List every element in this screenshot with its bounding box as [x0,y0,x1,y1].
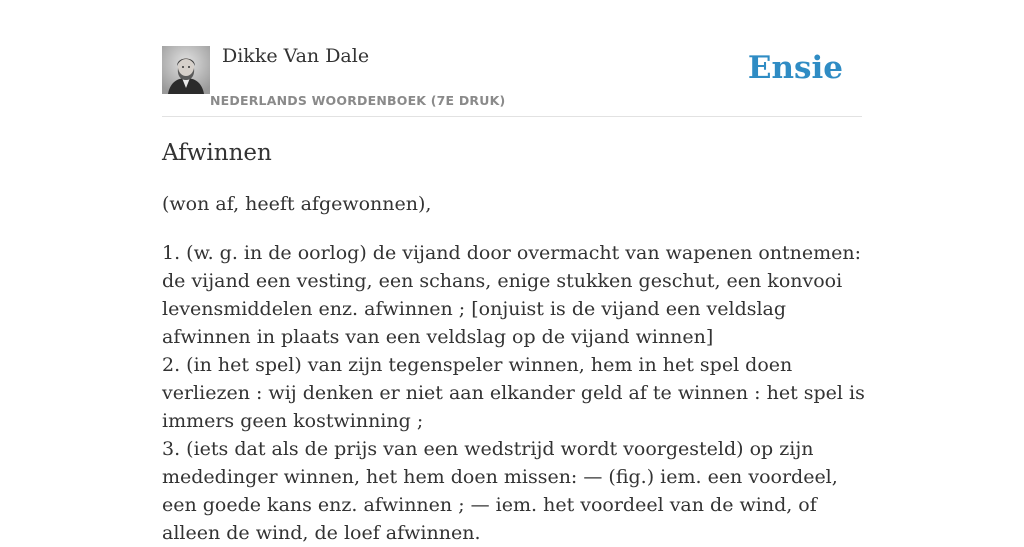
portrait-image [162,46,210,94]
author-name[interactable]: Dikke Van Dale [222,45,370,67]
definition-3: 3. (iets dat als de prijs van een wedstrijd wordt voorgesteld) op zijn mededinger winnen, het hem doen missen: — (fig.) iem. een voordeel, een goede kans enz. afwinnen ; — iem. het voordeel van de wind, of alleen de wind, de loef afwinnen. [162,438,838,544]
entry-definitions [162,239,866,547]
entry-title: Afwinnen [162,140,272,166]
definition-2: 2. (in het spel) van zijn tegenspeler winnen, hem in het spel doen verliezen : wij denken er niet aan elkander geld af te winnen : het spel is immers geen kostwinning ; [162,354,865,432]
author-avatar[interactable] [162,46,210,94]
definition-1: 1. (w. g. in de oorlog) de vijand door overmacht van wapenen ontnemen: de vijand een vesting, een schans, enige stukken geschut, een konvooi levensmiddelen enz. afwinnen ; [onjuist is de vijand een veldslag afwinnen in plaats van een veldslag op de vijand winnen] [162,242,862,348]
entry-grammar: (won af, heeft afgewonnen), [162,193,432,215]
brand-logo[interactable]: Ensie [747,50,843,86]
site-header [162,0,862,117]
source-label[interactable]: NEDERLANDS WOORDENBOEK (7E DRUK) [210,93,506,108]
